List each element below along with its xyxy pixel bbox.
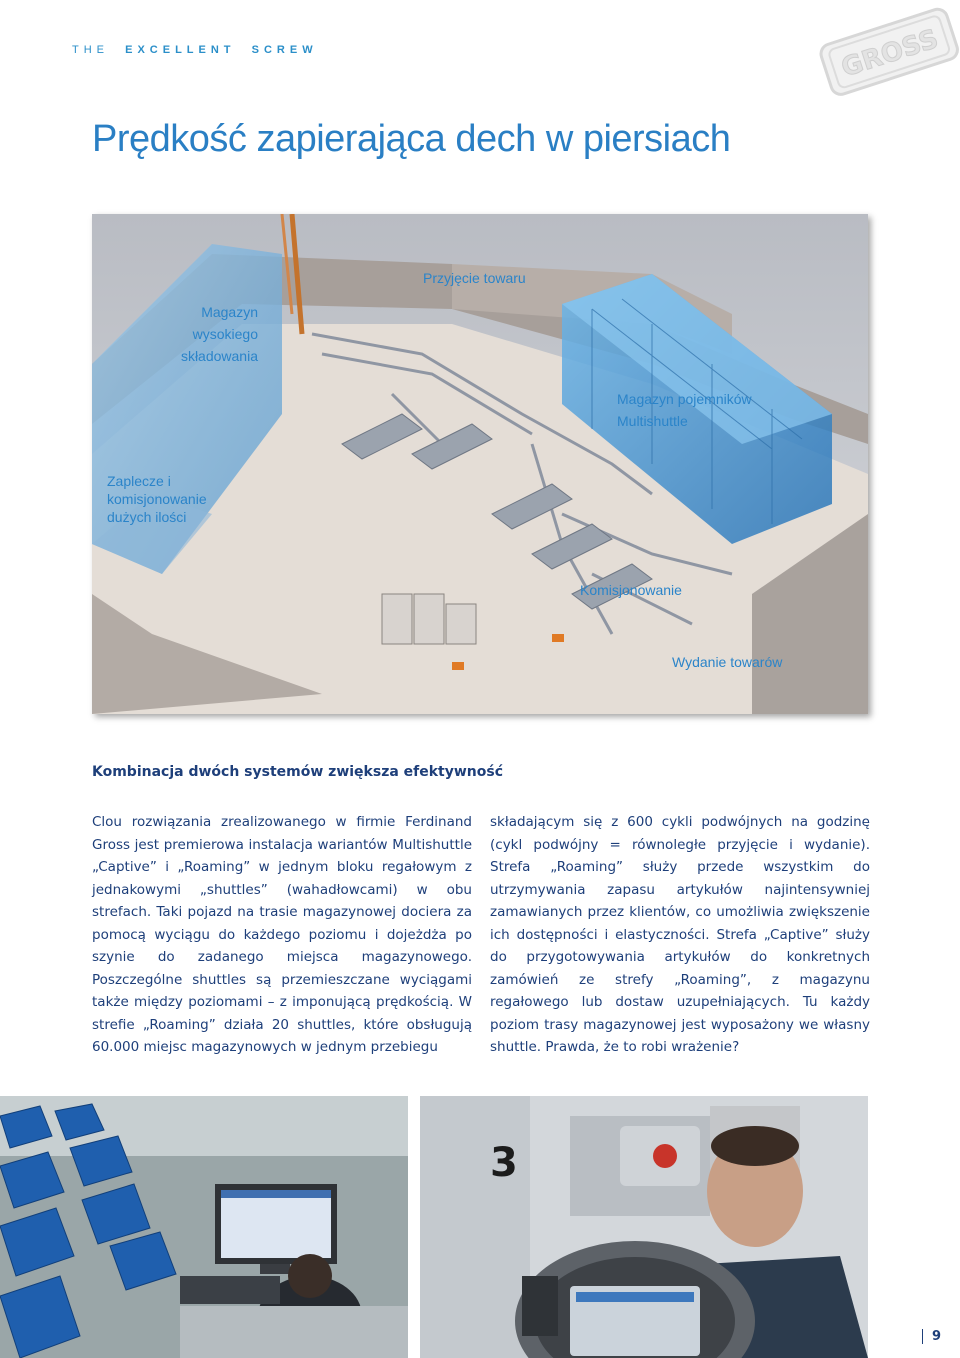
photo-handheld-terminal	[420, 1096, 868, 1358]
tagline-excellent: EXCELLENT	[125, 44, 236, 56]
label-multishuttle: Magazyn pojemników Multishuttle	[617, 391, 752, 429]
label-high-bay: Magazyn wysokiego składowania	[180, 304, 258, 364]
body-column-left: Clou rozwiązania zrealizowanego w firmie Ferdinand Gross jest premierowa instalacja wariantów Multishuttle „Captive” i „Roaming” w jednym bloku regałowym z jednakowymi „shuttles” (wahadłowcami) w obu strefach. Taki pojazd na trasie magazynowej dociera za pomocą wyciągu do każdego poziomu i dojeżdża po szynie do zadanego miejsca magazynowego. Poszczególne shuttles są przemieszczane wyciągami także między poziomami – z imponującą prędkością. W strefie „Roaming” działa 20 shuttles, które obsługują 60.000 miejsc magazynowych w jednym przebiegu	[92, 814, 472, 1055]
photo-sign-number: 3	[490, 1140, 518, 1186]
label-dispatch: Wydanie towarów	[672, 654, 783, 670]
tagline-screw: SCREW	[251, 44, 318, 56]
body-column-right: składającym się z 600 cykli podwójnych na godzinę (cykl podwójny = równoległe przyjęcie i wydanie). Strefa „Roaming” służy przede wszystkim do utrzymywania zapasu artykułów najintensywniej zamawianych przez klientów, co umożliwia zwiększenie ich dostępności i elastyczności. Strefa „Captive” służy do przygotowywania artykułów do konkretnych zamówień ze strefy „Roaming”, z magazynu regałowego lub dostaw uzupełniających. Tu każdy poziom trasy magazynowej jest wyposażony we własny shuttle. Prawda, że to robi wrażenie?	[490, 814, 870, 1055]
logo-text: GROSS	[837, 24, 942, 84]
label-receiving: Przyjęcie towaru	[423, 270, 526, 286]
label-bulk-picking: Zaplecze i komisjonowanie dużych ilości	[107, 473, 207, 525]
page-title: Prędkość zapierająca dech w piersiach	[92, 118, 731, 160]
label-picking: Komisjonowanie	[580, 582, 682, 598]
photo-conveyor-workstation	[0, 1096, 408, 1358]
warehouse-illustration	[92, 214, 868, 714]
page-number: 9	[922, 1329, 941, 1344]
gross-logo	[808, 0, 960, 96]
section-subheading: Kombinacja dwóch systemów zwiększa efektywność	[92, 764, 504, 780]
tagline-the: THE	[72, 44, 109, 56]
magazine-tagline	[72, 44, 318, 56]
